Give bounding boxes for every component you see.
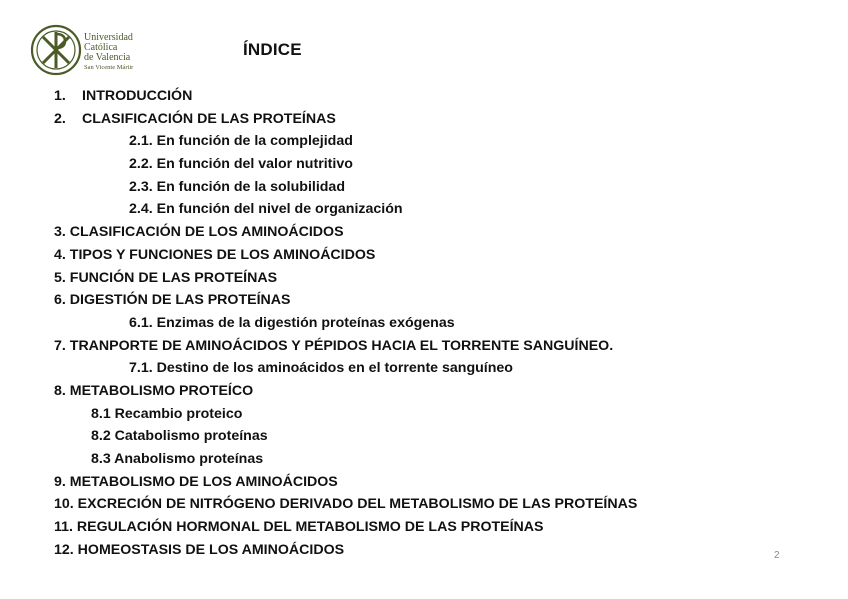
university-seal-icon — [30, 22, 82, 78]
table-of-contents — [0, 85, 848, 561]
toc-item-1 — [0, 85, 848, 108]
toc-item-7: 7. TRANPORTE DE AMINOÁCIDOS Y PÉPIDOS HACIA EL TORRENTE SANGUÍNEO. — [54, 337, 614, 354]
toc-item-12: 12. HOMEOSTASIS DE LOS AMINOÁCIDOS — [54, 541, 345, 558]
toc-subitem-6-1: 6.1. Enzimas de la digestión proteínas exógenas — [129, 314, 455, 331]
toc-item-label: INTRODUCCIÓN — [82, 88, 193, 104]
toc-subitem-2-1: 2.1. En función de la complejidad — [129, 133, 353, 150]
logo-line-4: San Vicente Mártir — [84, 64, 134, 71]
toc-item-6: 6. DIGESTIÓN DE LAS PROTEÍNAS — [54, 292, 291, 309]
toc-item-5: 5. FUNCIÓN DE LAS PROTEÍNAS — [54, 269, 278, 286]
toc-item-9: 9. METABOLISMO DE LOS AMINOÁCIDOS — [54, 473, 338, 490]
logo-line-1: Universidad — [84, 32, 133, 43]
university-logo — [30, 22, 145, 78]
toc-subitem-2-4: 2.4. En función del nivel de organización — [129, 201, 403, 218]
toc-item-2 — [0, 108, 848, 131]
toc-item-3: 3. CLASIFICACIÓN DE LOS AMINOÁCIDOS — [54, 224, 344, 241]
toc-item-4: 4. TIPOS Y FUNCIONES DE LOS AMINOÁCIDOS — [54, 246, 376, 263]
logo-text — [84, 33, 133, 73]
toc-item-11: 11. REGULACIÓN HORMONAL DEL METABOLISMO DE LAS PROTEÍNAS — [54, 519, 544, 536]
toc-subitem-7-1: 7.1. Destino de los aminoácidos en el torrente sanguíneo — [129, 360, 513, 377]
toc-subitem-2-2: 2.2. En función del valor nutritivo — [129, 156, 353, 173]
toc-item-10: 10. EXCRECIÓN DE NITRÓGENO DERIVADO DEL METABOLISMO DE LAS PROTEÍNAS — [54, 496, 638, 513]
toc-subitem-8-2: 8.2 Catabolismo proteínas — [91, 428, 268, 445]
logo-line-3: de Valencia — [84, 52, 131, 63]
toc-item-number: 2. — [54, 110, 66, 127]
toc-subitem-8-1: 8.1 Recambio proteico — [91, 405, 243, 422]
toc-subitem-8-3: 8.3 Anabolismo proteínas — [91, 451, 264, 467]
toc-item-number: 1. — [54, 88, 66, 104]
page-number: 2 — [774, 550, 780, 561]
toc-subitem-2-3: 2.3. En función de la solubilidad — [129, 178, 345, 195]
toc-item-label: CLASIFICACIÓN DE LAS PROTEÍNAS — [82, 110, 336, 127]
page-title: ÍNDICE — [243, 40, 302, 59]
toc-item-8: 8. METABOLISMO PROTEÍCO — [54, 382, 254, 399]
logo-line-2: Católica — [84, 42, 118, 53]
